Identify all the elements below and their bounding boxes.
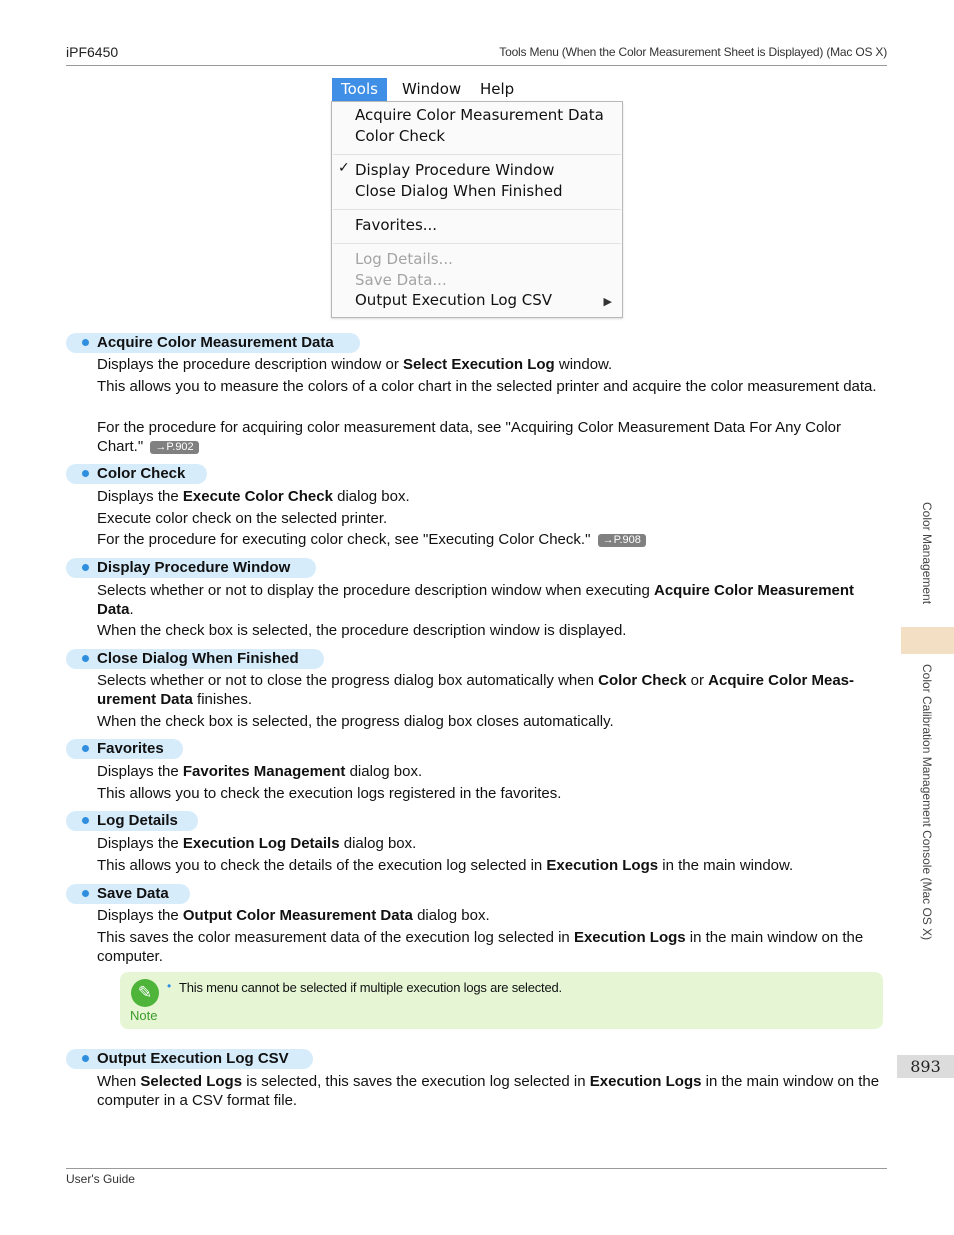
menu-separator [333,154,621,155]
menu-help[interactable]: Help [480,80,515,98]
section-title-color-check: Color Check [97,465,186,482]
paragraph: This saves the color measurement data of the execution log selected in Execution Logs in the main window on the computer. [97,929,864,965]
paragraph: When the check box is selected, the procedure description window is displayed. [97,622,627,639]
note-text: This menu cannot be selected if multiple execution logs are selected. [179,980,562,995]
section-title-favorites: Favorites [97,740,164,757]
bullet-icon [82,339,89,346]
paragraph: Displays the Execution Log Details dialog box. [97,835,417,852]
header-section-title: Tools Menu (When the Color Measurement Sheet is Displayed) (Mac OS X) [499,45,887,59]
pencil-note-icon: ✎ [131,979,159,1007]
menu-item-log-details: Log Details... [355,250,453,268]
menu-separator [333,243,621,244]
checkmark-icon: ✓ [338,160,350,176]
page-number: 893 [910,1057,941,1076]
menu-item-output-execution-log-csv[interactable]: Output Execution Log CSV [355,291,553,309]
section-title-save-data: Save Data [97,885,169,902]
paragraph: For the procedure for executing color check, see "Executing Color Check." →P.908 [97,530,887,549]
side-tab-section: Color Calibration Management Console (Mac OS X) [920,664,934,941]
paragraph: This allows you to check the execution logs registered in the favorites. [97,785,562,802]
paragraph: Selects whether or not to close the progress dialog box automatically when Color Check or Acquire Color Meas-urement Data finishes. [97,672,855,708]
menu-tools[interactable]: Tools [332,78,387,101]
paragraph: When Selected Logs is selected, this saves the execution log selected in Execution Logs in the main window on the computer in a CSV format file. [97,1073,880,1109]
menu-item-close-dialog-when-finished[interactable]: Close Dialog When Finished [355,182,563,200]
paragraph: This allows you to check the details of the execution log selected in Execution Logs in the main window. [97,857,794,874]
tools-dropdown [331,101,623,318]
paragraph: Execute color check on the selected printer. [97,510,388,527]
menu-window[interactable]: Window [402,80,462,98]
bullet-icon [82,655,89,662]
section-title-display-procedure: Display Procedure Window [97,559,291,576]
bullet-icon [82,1055,89,1062]
paragraph: Displays the procedure description window or Select Execution Log window. [97,356,613,373]
header-model: iPF6450 [66,44,119,60]
paragraph: Displays the Favorites Management dialog box. [97,763,423,780]
menu-item-color-check[interactable]: Color Check [355,127,446,145]
paragraph: Selects whether or not to display the procedure description window when executing Acquire Color Measurement Data. [97,582,855,618]
paragraph: Displays the Output Color Measurement Data dialog box. [97,907,490,924]
side-tab-chapter: Color Management [920,502,934,605]
paragraph: Displays the Execute Color Check dialog box. [97,488,410,505]
paragraph: When the check box is selected, the progress dialog box closes automatically. [97,713,614,730]
paragraph: For the procedure for acquiring color measurement data, see "Acquiring Color Measurement Data For Any Color Chart." →P.902 [97,419,842,455]
header-divider [66,65,887,66]
section-title-output-csv: Output Execution Log CSV [97,1050,289,1067]
footer-label: User's Guide [66,1172,135,1186]
section-title-acquire: Acquire Color Measurement Data [97,334,334,351]
menu-bar [331,78,623,101]
paragraph: This allows you to measure the colors of a color chart in the selected printer and acquire the color measurement data. [97,378,877,395]
bullet-icon [82,470,89,477]
note-label: Note [130,1008,158,1023]
bullet-icon [82,745,89,752]
bullet-icon [82,564,89,571]
menu-item-acquire-color-measurement-data[interactable]: Acquire Color Measurement Data [355,106,604,124]
bullet-icon [82,890,89,897]
menu-item-save-data: Save Data... [355,271,447,289]
footer-divider [66,1168,887,1169]
section-title-log-details: Log Details [97,812,178,829]
section-title-close-dialog: Close Dialog When Finished [97,650,299,667]
submenu-arrow-icon: ▶ [603,295,612,308]
menu-separator [333,209,621,210]
menu-item-favorites[interactable]: Favorites... [355,216,438,234]
menu-item-display-procedure-window[interactable]: Display Procedure Window [355,161,555,179]
page-reference-link[interactable]: →P.902 [150,441,198,454]
page-reference-link[interactable]: →P.908 [598,534,646,547]
tools-menu-screenshot [331,78,623,317]
bullet-icon [82,817,89,824]
side-tab-marker [901,627,954,654]
note-bullet: • [167,979,172,993]
